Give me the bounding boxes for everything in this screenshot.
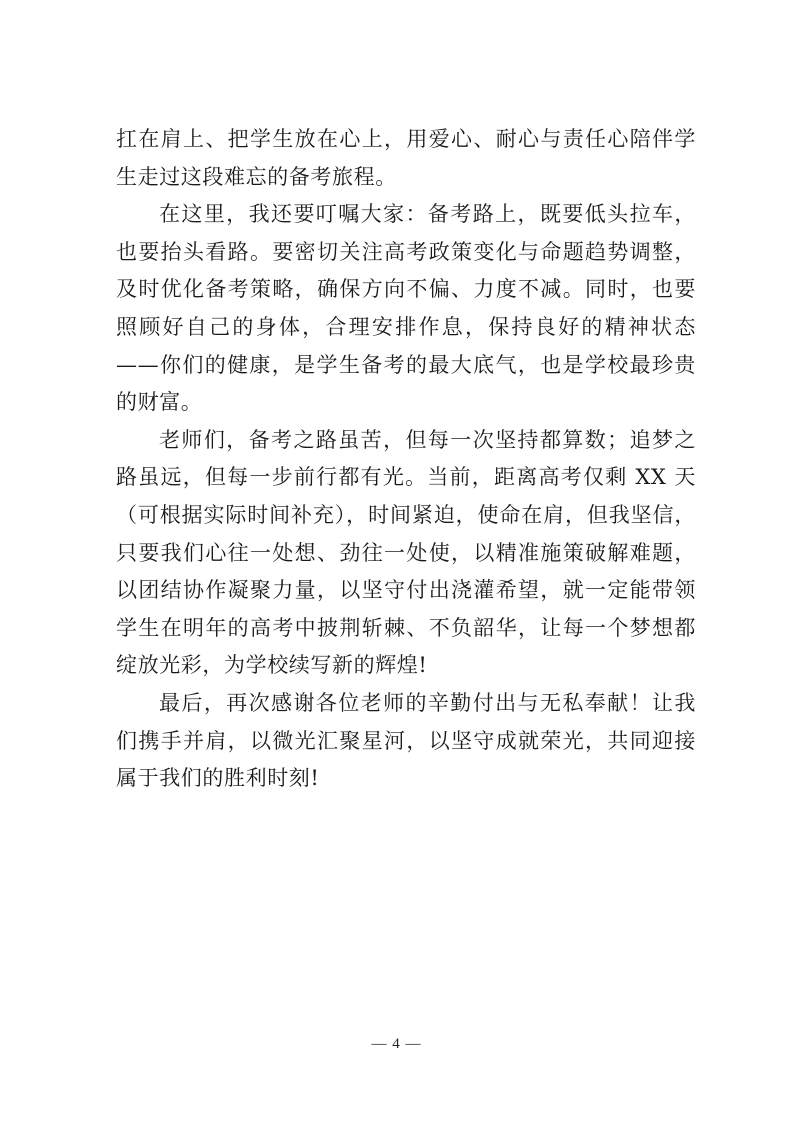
paragraph-2: 在这里，我还要叮嘱大家：备考路上，既要低头拉车，也要抬头看路。要密切关注高考政策变化与命题趋势调整，及时优化备考策略，确保方向不偏、力度不减。同时，也要照顾好自己的身体，合理安排作息，保持良好的精神状态——你们的健康，是学生备考的最大底气，也是学校最珍贵的财富。 <box>116 202 696 415</box>
document-body <box>116 121 696 798</box>
paragraph-3: 老师们，备考之路虽苦，但每一次坚持都算数；追梦之路虽远，但每一步前行都有光。当前，距离高考仅剩 XX 天（可根据实际时间补充），时间紧迫，使命在肩，但我坚信，只要我们心往一处想、劲往一处使，以精准施策破解难题，以团结协作凝聚力量，以坚守付出浇灌希望，就一定能带领学生在明年的高考中披荆斩棘、不负韶华，让每一个梦想都绽放光彩，为学校续写新的辉煌! <box>116 427 696 678</box>
page-number: — 4 — <box>371 1036 422 1052</box>
paragraph-1: 扛在肩上、把学生放在心上，用爱心、耐心与责任心陪伴学生走过这段难忘的备考旅程。 <box>116 127 696 189</box>
paragraph-4: 最后，再次感谢各位老师的辛勤付出与无私奉献！让我们携手并肩，以微光汇聚星河，以坚守成就荣光，共同迎接属于我们的胜利时刻! <box>116 690 696 791</box>
